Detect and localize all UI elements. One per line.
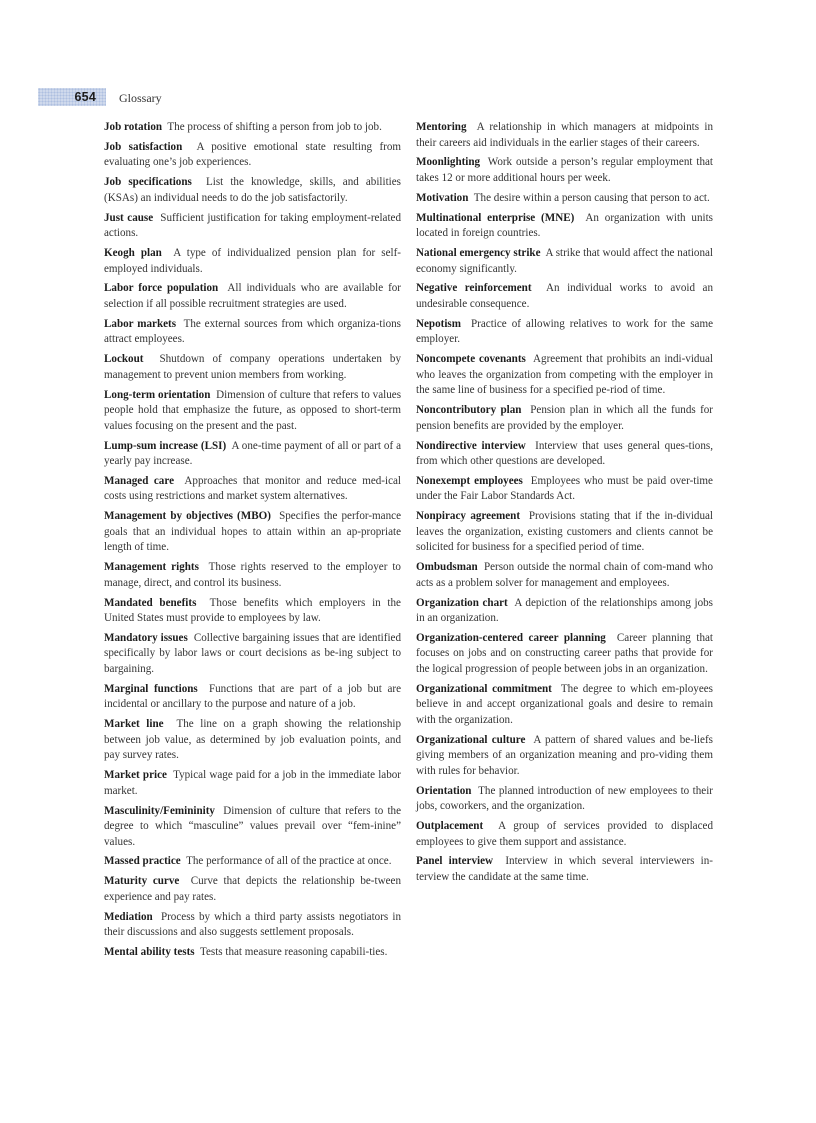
glossary-definition: Approaches that monitor and reduce med-ical costs using restrictions and market system alternatives. <box>104 474 402 503</box>
glossary-definition: Pension plan in which all the funds for pension benefits are provided by the employer. <box>416 404 714 432</box>
glossary-definition: Provisions stating that if the in-dividual leaves the organization, existing customers and clients cannot be solicited for business for a specified period of time. <box>416 510 713 554</box>
glossary-term: Nepotism <box>416 317 461 330</box>
glossary-entry <box>416 854 713 885</box>
glossary-term: Noncompete covenants <box>416 353 526 366</box>
glossary-term: Orientation <box>416 784 472 797</box>
glossary-entry <box>416 281 713 312</box>
glossary-entry <box>416 211 713 242</box>
glossary-term: Keogh plan <box>104 247 162 260</box>
glossary-definition: Tests that measure reasoning capabili-ties. <box>199 946 388 959</box>
glossary-entry <box>104 854 401 870</box>
glossary-term: Just cause <box>104 211 154 224</box>
glossary-entry <box>104 246 401 277</box>
glossary-entry <box>416 733 713 780</box>
glossary-definition: Curve that depicts the relationship be-tween experience and pay rates. <box>104 875 401 903</box>
glossary-entry <box>104 910 401 941</box>
glossary-entry <box>104 317 401 348</box>
glossary-entry <box>104 140 401 171</box>
glossary-entry <box>416 120 713 151</box>
glossary-term: Organization-centered career planning <box>416 631 606 644</box>
glossary-definition: Practice of allowing relatives to work for the same employer. <box>416 317 713 346</box>
glossary-entry <box>104 439 401 470</box>
glossary-term: Management by objectives (MBO) <box>104 510 271 523</box>
glossary-entry <box>416 509 713 556</box>
glossary-entry <box>104 596 401 627</box>
glossary-entry <box>104 768 401 799</box>
glossary-definition: Those benefits which employers in the United States must provide to employees by law. <box>104 596 401 625</box>
glossary-definition: Career planning that focuses on jobs and on constructing career paths that provide for the logical progression of people between jobs in an organization. <box>416 631 713 675</box>
glossary-term: Nonexempt employees <box>416 474 523 487</box>
glossary-term: Outplacement <box>416 820 484 833</box>
glossary-entry <box>104 211 401 242</box>
glossary-entry <box>104 474 401 505</box>
glossary-entry <box>104 352 401 383</box>
glossary-term: Market line <box>104 718 164 731</box>
glossary-definition: The desire within a person causing that person to act. <box>473 191 710 204</box>
glossary-entry <box>416 439 713 470</box>
glossary-definition: All individuals who are available for selection if all possible recruitment strategies are used. <box>104 282 401 310</box>
glossary-definition: Person outside the normal chain of com-mand who acts as a problem solver for management and employees. <box>416 561 714 589</box>
glossary-term: Job satisfaction <box>104 140 183 153</box>
glossary-term: Noncontributory plan <box>416 404 522 417</box>
glossary-definition: Dimension of culture that refers to values people hold that emphasize the future, as opposed to short-term values focusing on the present and the past. <box>104 388 402 432</box>
glossary-entry <box>416 246 713 277</box>
glossary-entry <box>104 804 401 851</box>
glossary-definition: Collective bargaining issues that are identified specifically by labor laws or court decisions as be-ing subject to bargaining. <box>104 631 401 675</box>
glossary-term: Organization chart <box>416 596 508 609</box>
glossary-definition: An individual works to avoid an undesirable consequence. <box>416 282 714 310</box>
glossary-term: Market price <box>104 769 167 782</box>
glossary-definition: Sufficient justification for taking employment-related actions. <box>104 211 402 240</box>
glossary-definition: Interview that uses general ques-tions, from which other questions are developed. <box>416 439 713 468</box>
glossary-entry <box>104 631 401 678</box>
glossary-term: Managed care <box>104 474 174 487</box>
glossary-term: Masculinity/Femininity <box>104 804 215 817</box>
glossary-term: Mediation <box>104 910 153 923</box>
glossary-entry <box>104 388 401 435</box>
glossary-term: National emergency strike <box>416 247 541 260</box>
glossary-definition: Agreement that prohibits an indi-vidual who leaves the organization from competing with the employer in the same line of business for a specified pe-riod of time. <box>416 353 714 397</box>
glossary-term: Ombudsman <box>416 561 478 574</box>
glossary-definition: A relationship in which managers at midpoints in their careers aid individuals in the earlier stages of their careers. <box>416 121 714 149</box>
glossary-term: Long-term orientation <box>104 388 211 401</box>
glossary-term: Job rotation <box>104 121 163 133</box>
glossary-definition: The performance of all of the practice at once. <box>186 855 392 868</box>
page-number: 654 <box>74 90 96 104</box>
glossary-term: Lockout <box>104 353 144 366</box>
glossary-definition: Dimension of culture that refers to the degree to which “masculine” values prevail over “fem-inine” values. <box>104 804 402 848</box>
glossary-column-left <box>104 120 401 965</box>
glossary-term: Labor markets <box>104 317 177 330</box>
glossary-term: Organizational commitment <box>416 682 552 695</box>
glossary-definition: Typical wage paid for a job in the immediate labor market. <box>104 769 401 797</box>
glossary-entry <box>416 403 713 434</box>
glossary-entry <box>416 155 713 186</box>
glossary-entry <box>416 560 713 591</box>
glossary-term: Maturity curve <box>104 875 180 888</box>
glossary-entry <box>104 717 401 764</box>
glossary-definition: The process of shifting a person from job to job. <box>167 121 382 133</box>
glossary-definition: A type of individualized pension plan for self-employed individuals. <box>104 247 401 275</box>
glossary-term: Marginal functions <box>104 682 198 695</box>
glossary-entry <box>104 682 401 713</box>
glossary-definition: An organization with units located in foreign countries. <box>416 211 713 240</box>
glossary-entry <box>104 509 401 556</box>
glossary-definition: List the knowledge, skills, and abilities (KSAs) an individual needs to do the job satisfactorily. <box>104 176 402 204</box>
glossary-term: Moonlighting <box>416 156 481 169</box>
glossary-definition: Interview in which several interviewers in-terview the candidate at the same time. <box>416 855 713 883</box>
glossary-term: Mandatory issues <box>104 631 188 644</box>
glossary-entry <box>104 120 401 136</box>
glossary-term: Mental ability tests <box>104 946 195 959</box>
glossary-term: Panel interview <box>416 855 494 868</box>
glossary-entry <box>416 317 713 348</box>
glossary-definition: A strike that would affect the national economy significantly. <box>416 247 714 275</box>
glossary-definition: Process by which a third party assists negotiators in their discussions and also suggests settlement proposals. <box>104 910 401 939</box>
glossary-term: Mandated benefits <box>104 596 197 609</box>
glossary-definition: A depiction of the relationships among jobs in an organization. <box>416 596 713 625</box>
glossary-entry <box>104 874 401 905</box>
running-head: Glossary <box>119 91 162 105</box>
glossary-entry <box>104 560 401 591</box>
glossary-definition: Specifies the perfor-mance goals that an individual hopes to attain within an ap-propriate length of time. <box>104 510 401 554</box>
glossary-entry <box>416 631 713 678</box>
glossary-definition: A pattern of shared values and be-liefs giving members of an organization meaning and pro-viding them with rules for behavior. <box>416 733 713 777</box>
glossary-term: Massed practice <box>104 855 181 868</box>
glossary-definition: The external sources from which organiza-tions attract employees. <box>104 317 401 346</box>
glossary-entry <box>416 191 713 207</box>
glossary-entry <box>416 474 713 505</box>
glossary-definition: A group of services provided to displaced employees to give them support and assistance. <box>416 820 713 848</box>
glossary-definition: Shutdown of company operations undertaken by management to prevent union members from working. <box>104 353 401 381</box>
glossary-definition: The planned introduction of new employees to their jobs, coworkers, and the organization. <box>416 784 713 813</box>
glossary-definition: Employees who must be paid over-time under the Fair Labor Standards Act. <box>416 474 713 503</box>
glossary-entry <box>416 682 713 729</box>
glossary-entry <box>104 175 401 206</box>
glossary-entry <box>104 281 401 312</box>
glossary-entry <box>416 596 713 627</box>
glossary-entry <box>416 352 713 399</box>
glossary-definition: Work outside a person’s regular employment that takes 12 or more additional hours per week. <box>416 156 713 184</box>
glossary-term: Nondirective interview <box>416 439 526 452</box>
glossary-entry <box>416 819 713 850</box>
glossary-term: Nonpiracy agreement <box>416 510 521 523</box>
glossary-definition: The degree to which em-ployees believe in and accept organizational goals and desire to remain with the organization. <box>416 682 713 726</box>
glossary-term: Multinational enterprise (MNE) <box>416 211 575 224</box>
glossary-entry <box>416 784 713 815</box>
glossary-term: Mentoring <box>416 121 467 133</box>
glossary-definition: Functions that are part of a job but are incidental or ancillary to the purpose and nature of a job. <box>104 682 402 711</box>
glossary-term: Labor force population <box>104 282 219 295</box>
glossary-term: Lump-sum increase (LSI) <box>104 439 227 452</box>
glossary-column-right <box>416 120 713 890</box>
glossary-definition: A one-time payment of all or part of a yearly pay increase. <box>104 439 402 468</box>
glossary-term: Motivation <box>416 191 469 204</box>
glossary-definition: Those rights reserved to the employer to manage, direct, and control its business. <box>104 561 401 589</box>
glossary-entry <box>104 945 401 961</box>
glossary-term: Job specifications <box>104 176 192 189</box>
glossary-term: Organizational culture <box>416 733 526 746</box>
glossary-definition: A positive emotional state resulting from evaluating one’s job experiences. <box>104 140 402 169</box>
glossary-term: Management rights <box>104 561 199 574</box>
glossary-term: Negative reinforcement <box>416 282 532 295</box>
glossary-definition: The line on a graph showing the relationship between job value, as determined by job evaluation points, and pay survey rates. <box>104 718 401 762</box>
